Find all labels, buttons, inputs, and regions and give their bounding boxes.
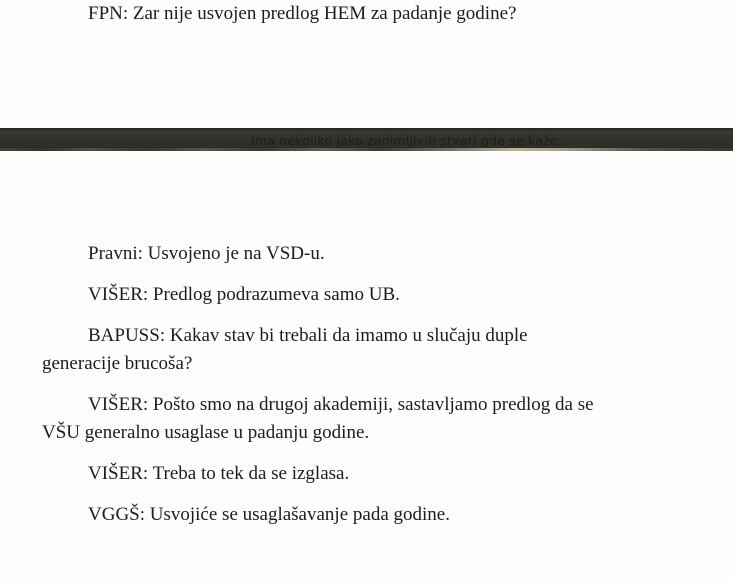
document-body-top [0, 0, 733, 41]
dialogue-paragraph [42, 0, 663, 28]
dialogue-line-continuation: VŠU generalno usaglase u padanju godine. [42, 422, 370, 443]
dialogue-line: BAPUSS: Kakav stav bi trebali da imamo u slučaju duple [88, 325, 528, 346]
dialogue-line-continuation: generacije brucoša? [42, 353, 193, 374]
dialogue-paragraph [42, 281, 663, 309]
dialogue-line: VIŠER: Predlog podrazumeva samo UB. [88, 284, 400, 305]
dialogue-line: VIŠER: Treba to tek da se izglasa. [88, 463, 350, 484]
dialogue-paragraph [42, 322, 663, 378]
page-break-separator-bar [0, 128, 733, 151]
separator-bottom-sliver [0, 148, 733, 151]
dialogue-line: VGGŠ: Usvojiće se usaglašavanje pada godine. [88, 504, 450, 525]
dialogue-line: FPN: Zar nije usvojen predlog HEM za padanje godine? [88, 3, 517, 24]
dialogue-paragraph [42, 460, 663, 488]
separator-overlay-text: Ima nekoliko jako zanimljivih stvari gde se kaže: [250, 133, 563, 148]
dialogue-paragraph [42, 391, 663, 447]
dialogue-line: Pravni: Usvojeno je na VSD-u. [88, 243, 325, 264]
dialogue-line: VIŠER: Pošto smo na drugoj akademiji, sastavljamo predlog da se [88, 394, 594, 415]
dialogue-paragraph [42, 501, 663, 529]
dialogue-paragraph [42, 240, 663, 268]
document-body-bottom [0, 240, 733, 542]
